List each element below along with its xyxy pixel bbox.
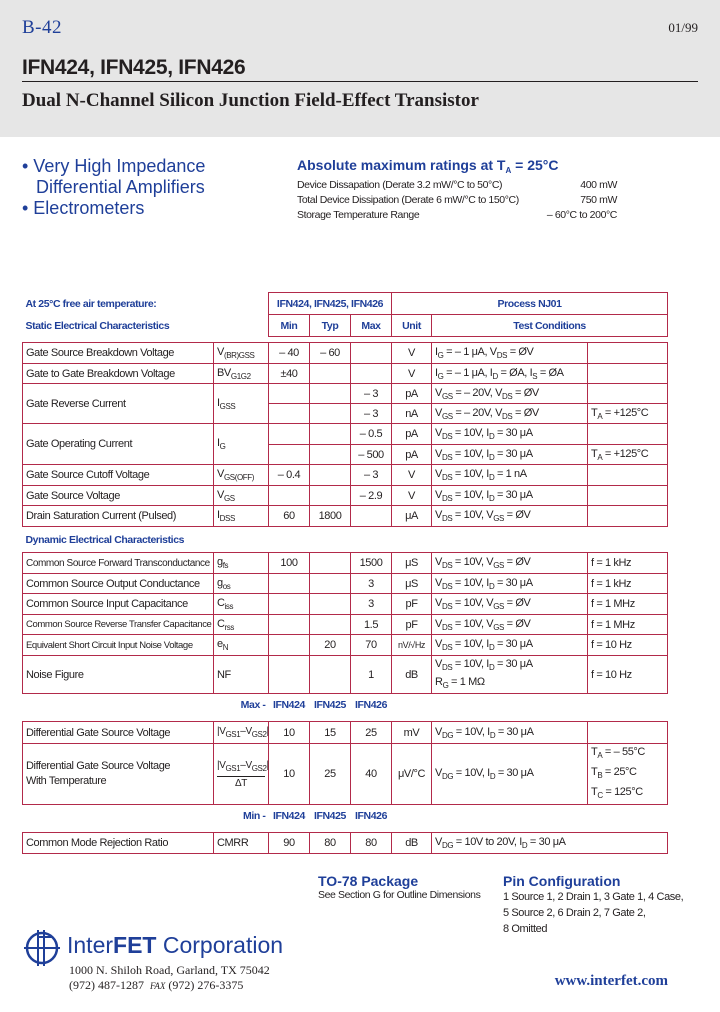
pin-line: 1 Source 1, 2 Drain 1, 3 Gate 1, 4 Case, xyxy=(503,891,684,903)
company-name: InterFET Corporation xyxy=(67,932,284,958)
amr-row: Total Device Dissipation (Derate 6 mW/°C to 150°C) 750 mW xyxy=(297,194,617,206)
package-info xyxy=(318,873,480,901)
table-row: Common Source Input Capacitance $C_{iss}$ 3 pF $V_{DS} = 10V$, $V_{GS}$ = ØV f = 1 MHz xyxy=(23,594,668,615)
date: 01/99 xyxy=(668,20,698,35)
table-row: Common Source Reverse Transfer Capacitance $C_{rss}$ 1.5 pF $V_{DS} = 10V$, $V_{GS}$ = ØV f = 1 MHz xyxy=(23,615,668,635)
table-row: – 3 nA $V_{GS}$ = – 20V, $V_{DS}$ = ØV $T_A = +125^\circ C$ xyxy=(23,404,668,424)
divider xyxy=(22,81,698,82)
page-title: Dual N-Channel Silicon Junction Field-Effect Transistor xyxy=(22,90,479,111)
col-test-conditions: Test Conditions xyxy=(432,315,668,337)
table-row: Gate Source Voltage $V_{GS}$ – 2.9 V $V_{DS} = 10V$, $I_D = 30$ μA xyxy=(23,486,668,506)
col-typ: Typ xyxy=(310,315,351,337)
table-row: Gate Reverse Current $I_{GSS}$ – 3 pA $V_{GS}$ = – 20V, $V_{DS}$ = ØV xyxy=(23,384,668,404)
package-title: TO-78 Package xyxy=(318,873,419,889)
table-row: Noise Figure NF 1 dB $V_{DS} = 10V$, $I_D = 30$ μA $R_G = 1$ MΩ f = 10 Hz xyxy=(23,656,668,694)
table-row: Gate Source Breakdown Voltage $V_{(BR)GSS}$ – 40 – 60 V $I_G$ = – 1 μA, $V_{DS}$ = ØV xyxy=(23,343,668,364)
pin-title: Pin Configuration xyxy=(503,873,621,889)
table-row: Equivalent Short Circuit Input Noise Voltage $e_N$ 20 70 nV/√Hz $V_{DS} = 10V$, $I_D = 30$ μA f = 10 Hz xyxy=(23,635,668,656)
table-row: Common Source Forward Transconductance $g_{fs}$ 100 1500 μS $V_{DS} = 10V$, $V_{GS}$ = ØV f = 1 kHz xyxy=(23,553,668,574)
page-id: B-42 xyxy=(22,17,62,38)
col-max: Max xyxy=(351,315,392,337)
company-address: 1000 N. Shiloh Road, Garland, TX 75042 (972) 487-1287 FAX (972) 276-3375 xyxy=(69,963,270,992)
package-note: See Section G for Outline Dimensions xyxy=(318,889,481,901)
table-row: Gate to Gate Breakdown Voltage $BV_{G1G2}$ ±40 V $I_G$ = – 1 μA, $I_D$ = ØA, $I_S$ = ØA xyxy=(23,364,668,384)
pin-line: 5 Source 2, 6 Drain 2, 7 Gate 2, xyxy=(503,907,646,919)
max-label: Max - xyxy=(240,698,266,711)
feature-list xyxy=(22,156,205,219)
pin-configuration xyxy=(503,873,683,937)
amr-title: Absolute maximum ratings at $T_A = 25^\circ C$ xyxy=(297,157,559,175)
table-row: – 500 pA $V_{DS} = 10V$, $I_D = 30$ μA $T_A = +125^\circ C$ xyxy=(23,445,668,465)
process-header: Process NJ01 xyxy=(392,293,668,315)
table-row: Common Mode Rejection Ratio CMRR 90 80 80 dB $V_{DG} = 10V$ to 20V, $I_D = 30$ μA xyxy=(23,833,668,854)
amr-row: Storage Temperature Range – 60°C to 200°C xyxy=(297,209,617,221)
col-unit: Unit xyxy=(392,315,432,337)
table-row: Differential Gate Source Voltage With Temperature $|V_{GS1}-V_{GS2}|$ ΔT 10 25 40 μV/°C $V_{DG} = 10V$, $I_D = 30$ μA $T_A$ = – 55°C $T_B = 25^\circ C$ $T_C = 125^\circ C$ xyxy=(23,744,668,805)
table-row: Drain Saturation Current (Pulsed) $I_{DSS}$ 60 1800 μA $V_{DS} = 10V$, $V_{GS}$ = ØV xyxy=(23,506,668,527)
feature-item: • Very High Impedance xyxy=(22,156,206,176)
part-numbers: IFN424, IFN425, IFN426 xyxy=(22,56,246,79)
col-min: Min xyxy=(269,315,310,337)
interfet-logo-icon xyxy=(22,928,62,968)
parts-header: IFN424, IFN425, IFN426 xyxy=(269,293,392,315)
free-air-label: At 25°C free air temperature: xyxy=(25,297,157,310)
table-row: Common Source Output Conductance $g_{os}$ 3 μS $V_{DS} = 10V$, $I_D = 30$ μA f = 1 kHz xyxy=(23,574,668,594)
website-link[interactable]: www.interfet.com xyxy=(554,973,668,989)
feature-item: Differential Amplifiers xyxy=(36,177,205,197)
dynamic-title: Dynamic Electrical Characteristics xyxy=(25,533,185,546)
table-row: Differential Gate Source Voltage $|V_{GS1}-V_{GS2}|$ 10 15 25 mV $V_{DG} = 10V$, $I_D = 30$ μA xyxy=(23,722,668,744)
spec-table: At 25°C free air temperature: IFN424, IFN425, IFN426 Process NJ01 Static Electrical Characteristics Min Typ Max Unit Test Conditions Gate Source Breakdown Voltage $V_{(BR)GSS}$ – 40 – 60 V $I_G$ = – 1 μA, $V_{DS}$ = ØV Gate to Gate Breakdown Voltage $BV_{G1G2}$ ±40 V $I_G$ = – 1 μA, $I_D$ = ØA, $I_S$ = ØA Gate Reverse Current $I_{GSS}$ – 3 pA $V_{GS}$ = – 20V, $V_{DS}$ = ØV – 3 nA $V_{GS}$ = – 20V, $V_{DS}$ = ØV $T_A = +125^\circ C$ Gate Operating Current $I_G$ – 0.5 pA $V_{DS} = 10V$, $I_D = 30$ μA – 500 pA $V_{DS} = 10V$, $I_D = 30$ μA $T_A = +125^\circ C$ Gate Source Cutoff Voltage $V_{GS(OFF)}$ – 0.4 – 3 V $V_{DS} = 10V$, $I_D = 1$ nA Gate Source Voltage $V_{GS}$ – 2.9 V $V_{DS} = 10V$, $I_D = 30$ μA Drain Saturation Current (Pulsed) $I_{DSS}$ 60 1800 μA $V_{DS} = 10V$, $V_{GS}$ = ØV Dynamic Electrical Characteristics Common Source Forward Transconductance $g_{fs}$ 100 1500 μS $V_{DS} = 10V$, $V_{GS}$ = ØV f = 1 kHz Common Source Output Conductance $g_{os}$ 3 μS $V_{DS} = 10V$, $I_D = 30$ μA f = 1 kHz Common Source Input Capacitance $C_{iss}$ 3 pF $V_{DS} = 10V$, $V_{GS}$ = ØV f = 1 MHz Common Source Reverse Transfer Capacitance $C_{rss}$ 1.5 pF $V_{DS} = 10V$, $V_{GS}$ = ØV f = 1 MHz Equivalent Short Circuit Input Noise Voltage $e_N$ 20 70 nV/√Hz $V_{DS} = 10V$, $I_D = 30$ μA f = 10 Hz Noise Figure NF 1 dB $V_{DS} = 10V$, $I_D = 30$ μA $R_G = 1$ MΩ f = 10 Hz Max - IFN424 IFN425 IFN426 Differential Gate Source Voltage $|V_{GS1}-V_{GS2}|$ 10 15 25 mV $V_{DG} = 10V$, $I_D = 30$ μA Differential Gate Source Voltage With Temperature $|V_{GS1}-V_{GS2}|$ ΔT 10 25 40 μV/°C $V_{DG} = 10V$, $I_D = 30$ μA $T_A$ = – 55°C $T_B = 25^\circ C$ $T_C = 125^\circ C$ Min - IFN424 IFN425 IFN426 Common Mode Rejection Ratio CMRR 90 80 80 dB $V_{DG} = 10V$ to 20V, $I_D = 30$ μA xyxy=(22,292,668,854)
min-label: Min - xyxy=(243,809,266,822)
table-row: Gate Operating Current $I_G$ – 0.5 pA $V_{DS} = 10V$, $I_D = 30$ μA xyxy=(23,424,668,445)
absolute-max-ratings xyxy=(297,157,617,223)
static-title: Static Electrical Characteristics xyxy=(25,319,170,332)
feature-item: • Electrometers xyxy=(22,198,145,218)
table-row: Gate Source Cutoff Voltage $V_{GS(OFF)}$ – 0.4 – 3 V $V_{DS} = 10V$, $I_D = 1$ nA xyxy=(23,465,668,486)
amr-row: Device Dissapation (Derate 3.2 mW/°C to 50°C) 400 mW xyxy=(297,179,617,191)
pin-line: 8 Omitted xyxy=(503,923,548,935)
